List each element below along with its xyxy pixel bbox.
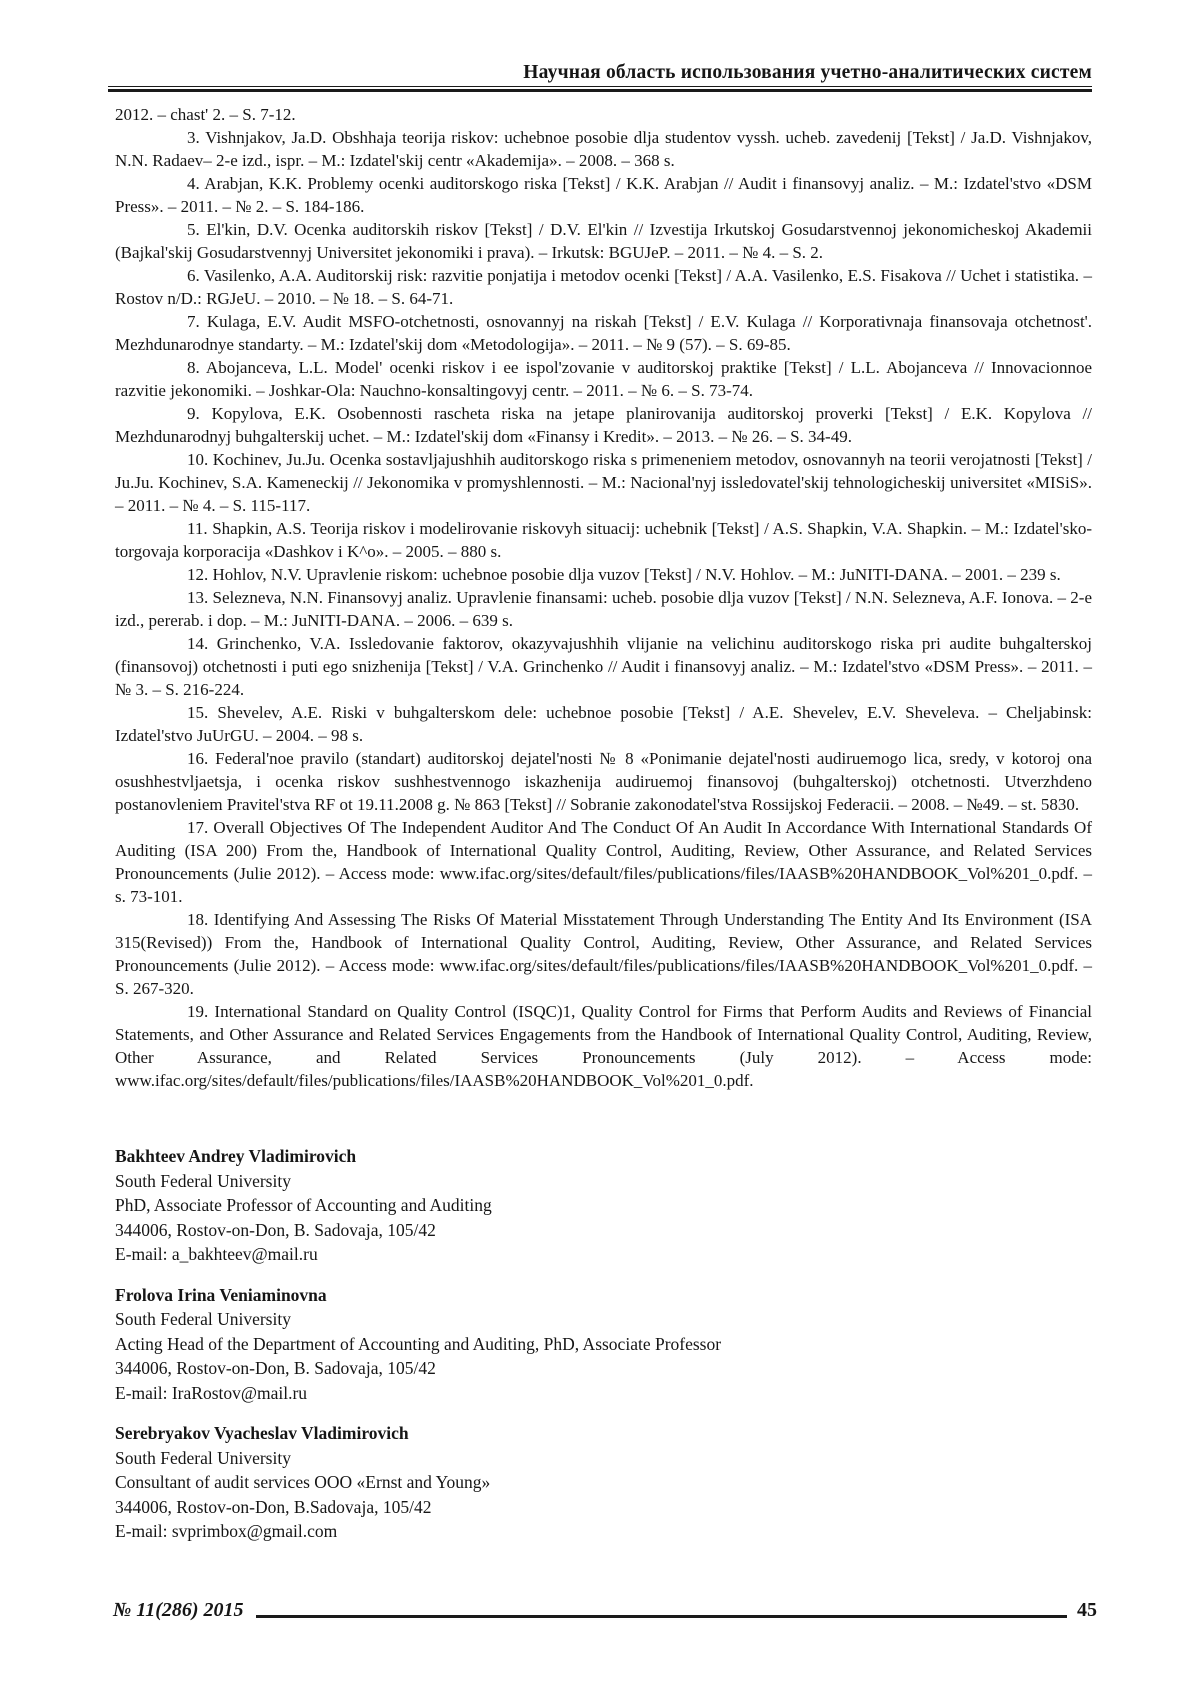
author-affiliation: South Federal University bbox=[115, 1170, 291, 1191]
reference-continuation: 2012. – chast' 2. – S. 7-12. bbox=[115, 105, 296, 124]
reference-item: 19. International Standard on Quality Control (ISQC)1, Quality Control for Firms that Perform Audits and Reviews of Financial Statements, and Other Assurance and Related Services Engagements from the Handbook of International Quality Control, Auditing, Review, Other Assurance, and Related Services Pronouncements (July 2012). – Access mode: www.ifac.org/sites/default/files/publications/files/IAASB%20HANDBOOK_Vol%201_0.pdf. bbox=[115, 1002, 1092, 1090]
reference-item: 5. El'kin, D.V. Ocenka auditorskih riskov [Tekst] / D.V. El'kin // Izvestija Irkutskoj Gosudarstvennoj jekonomicheskoj Akademii (Bajkal'skij Gosudarstvennyj Universitet jekonomiki i prava). – Irkutsk: BGUJeP. – 2011. – № 4. – S. 2. bbox=[115, 220, 1092, 262]
reference-item: 7. Kulaga, E.V. Audit MSFO-otchetnosti, osnovannyj na riskah [Tekst] / E.V. Kulaga // Korporativnaja finansovaja otchetnost'. Mezhdunarodnye standarty. – M.: Izdatel'skij dom «Metodologija». – 2011. – № 9 (57). – S. 69-85. bbox=[115, 312, 1092, 354]
page-footer bbox=[113, 1599, 1097, 1622]
author-block bbox=[115, 1144, 1092, 1267]
author-address: 344006, Rostov-on-Don, B. Sadovaja, 105/42 bbox=[115, 1219, 436, 1240]
author-address: 344006, Rostov-on-Don, B. Sadovaja, 105/42 bbox=[115, 1358, 436, 1378]
reference-item: 9. Kopylova, E.K. Osobennosti rascheta riska na jetape planirovanija auditorskoj proverki [Tekst] / E.K. Kopylova // Mezhdunarodnyj buhgalterskij uchet. – M.: Izdatel'skij dom «Finansy i Kredit». – 2013. – № 26. – S. 34-49. bbox=[115, 404, 1092, 446]
reference-item: 10. Kochinev, Ju.Ju. Ocenka sostavljajushhih auditorskogo riska s primeneniem metodov, osnovannyh na teorii verojatnosti [Tekst] / Ju.Ju. Kochinev, S.A. Kameneckij // Jekonomika v promyshlennosti. – M.: Nacional'nyj issledovatel'skij tehnologicheskij universitet «MISiS». – 2011. – № 4. – S. 115-117. bbox=[115, 450, 1092, 515]
header-rule bbox=[108, 86, 1092, 92]
reference-item: 17. Overall Objectives Of The Independent Auditor And The Conduct Of An Audit In Accordance With International Standards Of Auditing (ISA 200) From the, Handbook of International Quality Control, Auditing, Review, Other Assurance, and Related Services Pronouncements (Julie 2012). – Access mode: www.ifac.org/sites/default/files/publications/files/IAASB%20HANDBOOK_Vol%201_0.pdf. – s. 73-101. bbox=[115, 818, 1092, 906]
author-block bbox=[115, 1283, 1092, 1406]
reference-item: 4. Arabjan, K.K. Problemy ocenki auditorskogo riska [Tekst] / K.K. Arabjan // Audit i finansovyj analiz. – M.: Izdatel'stvo «DSM Press». – 2011. – № 2. – S. 184-186. bbox=[115, 174, 1092, 216]
author-block bbox=[115, 1421, 1092, 1544]
reference-item: 15. Shevelev, A.E. Riski v buhgalterskom dele: uchebnoe posobie [Tekst] / A.E. Shevelev, E.V. Sheveleva. – Cheljabinsk: Izdatel'stvo JuUrGU. – 2004. – 98 s. bbox=[115, 703, 1092, 745]
author-email: E-mail: a_bakhteev@mail.ru bbox=[115, 1244, 318, 1264]
author-email: E-mail: svprimbox@gmail.com bbox=[115, 1521, 338, 1541]
reference-item: 8. Abojanceva, L.L. Model' ocenki riskov i ee ispol'zovanie v auditorskoj praktike [Tekst] / L.L. Abojanceva // Innovacionnoe razvitie jekonomiki. – Joshkar-Ola: Nauchno-konsaltingovyj centr. – 2011. – № 6. – S. 73-74. bbox=[115, 358, 1092, 400]
author-name: Bakhteev Andrey Vladimirovich bbox=[115, 1146, 357, 1166]
authors-section bbox=[115, 1144, 1092, 1544]
footer-page-number: 45 bbox=[1077, 1599, 1097, 1621]
reference-item: 3. Vishnjakov, Ja.D. Obshhaja teorija riskov: uchebnoe posobie dlja studentov vyssh. ucheb. zavedenij [Tekst] / Ja.D. Vishnjakov, N.N. Radaev– 2-e izd., ispr. – M.: Izdatel'skij centr «Akademija». – 2008. – 368 s. bbox=[115, 128, 1092, 170]
reference-item: 18. Identifying And Assessing The Risks Of Material Misstatement Through Understanding The Entity And Its Environment (ISA 315(Revised)) From the, Handbook of International Quality Control, Auditing, Review, Other Assurance, and Related Services Pronouncements (Julie 2012). – Access mode: www.ifac.org/sites/default/files/publications/files/IAASB%20HANDBOOK_Vol%201_0.pdf. – S. 267-320. bbox=[115, 910, 1092, 998]
author-name: Serebryakov Vyacheslav Vladimirovich bbox=[115, 1423, 409, 1443]
reference-item: 13. Selezneva, N.N. Finansovyj analiz. Upravlenie finansami: ucheb. posobie dlja vuzov [Tekst] / N.N. Selezneva, A.F. Ionova. – 2-e izd., pererab. i dop. – M.: JuNITI-DANA. – 2006. – 639 s. bbox=[115, 588, 1092, 630]
reference-item: 6. Vasilenko, A.A. Auditorskij risk: razvitie ponjatija i metodov ocenki [Tekst] / A.A. Vasilenko, E.S. Fisakova // Uchet i statistika. – Rostov n/D.: RGJeU. – 2010. – № 18. – S. 64-71. bbox=[115, 266, 1092, 308]
page-content bbox=[115, 62, 1092, 1560]
author-position: PhD, Associate Professor of Accounting and Auditing bbox=[115, 1195, 492, 1215]
reference-item: 16. Federal'noe pravilo (standart) auditorskoj dejatel'nosti № 8 «Ponimanie dejatel'nosti audiruemogo lica, sredy, v kotoroj ona osushhestvljaetsja, i ocenka riskov sushhestvennogo iskazhenija audiruemoj finansovoj (buhgalterskoj) otchetnosti. Utverzhdeno postanovleniem Pravitel'stva RF ot 19.11.2008 g. № 863 [Tekst] // Sobranie zakonodatel'stva Rossijskoj Federacii. – 2008. – №49. – st. 5830. bbox=[115, 749, 1092, 814]
footer-issue: № 11(286) 2015 bbox=[113, 1599, 244, 1621]
reference-item: 14. Grinchenko, V.A. Issledovanie faktorov, okazyvajushhih vlijanie na velichinu auditorskogo riska pri audite buhgalterskoj (finansovoj) otchetnosti i puti ego snizhenija [Tekst] / V.A. Grinchenko // Audit i finansovyj analiz. – M.: Izdatel'stvo «DSM Press». – 2011. – № 3. – S. 216-224. bbox=[115, 634, 1092, 699]
author-affiliation: South Federal University bbox=[115, 1447, 291, 1468]
page-header bbox=[115, 62, 1092, 92]
author-position: Acting Head of the Department of Accounting and Auditing, PhD, Associate Professor bbox=[115, 1333, 722, 1354]
footer-rule bbox=[256, 1615, 1067, 1618]
reference-item: 11. Shapkin, A.S. Teorija riskov i modelirovanie riskovyh situacij: uchebnik [Tekst] / A.S. Shapkin, V.A. Shapkin. – M.: Izdatel'sko-torgovaja korporacija «Dashkov i K^o». – 2005. – 880 s. bbox=[115, 519, 1092, 561]
author-name: Frolova Irina Veniaminovna bbox=[115, 1284, 327, 1305]
author-position: Consultant of audit services OOO «Ernst and Young» bbox=[115, 1472, 491, 1492]
author-address: 344006, Rostov-on-Don, B.Sadovaja, 105/42 bbox=[115, 1496, 432, 1517]
reference-item: 12. Hohlov, N.V. Upravlenie riskom: uchebnoe posobie dlja vuzov [Tekst] / N.V. Hohlov. – M.: JuNITI-DANA. – 2001. – 239 s. bbox=[187, 565, 1061, 584]
references-section bbox=[115, 103, 1092, 1092]
author-affiliation: South Federal University bbox=[115, 1309, 291, 1329]
running-head: Научная область использования учетно-аналитических систем bbox=[523, 62, 1092, 83]
author-email: E-mail: IraRostov@mail.ru bbox=[115, 1382, 308, 1403]
